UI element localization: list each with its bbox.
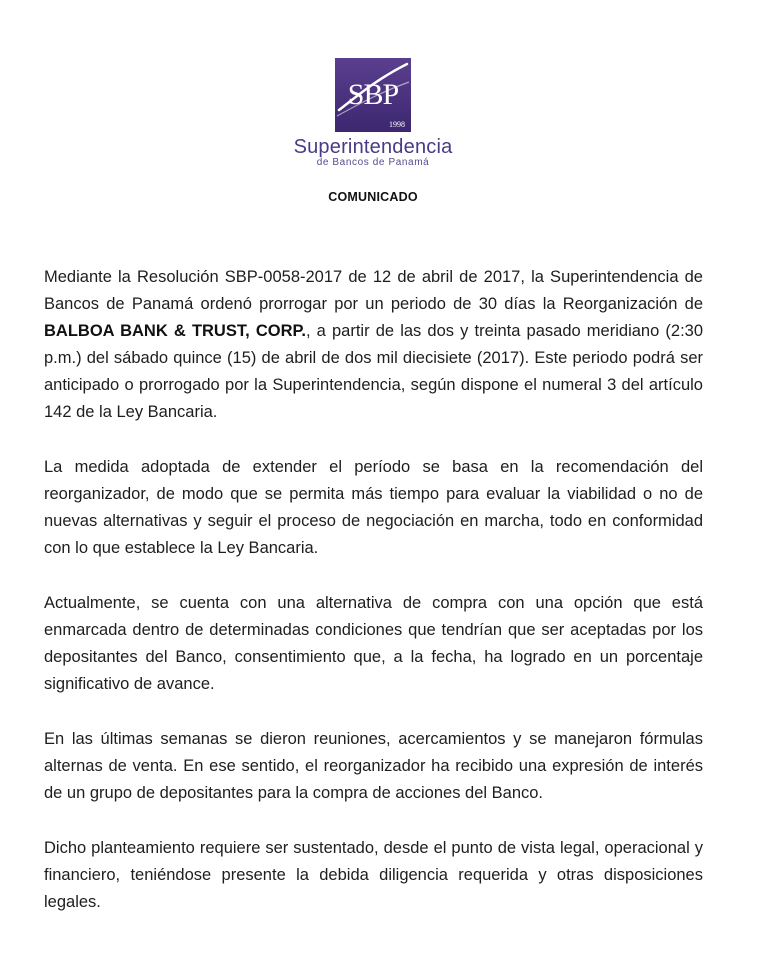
paragraph-4: En las últimas semanas se dieron reuniones, acercamientos y se manejaron fórmulas alternas de venta. En ese sentido, el reorganizador ha recibido una expresión de interés de un grupo de depositantes para la compra de acciones del Banco. [44, 730, 703, 802]
paragraph-1-end: , a partir de las dos y treinta pasado meridiano (2:30 p.m.) del sábado quince (15) de abril de dos mil diecisiete (2017). Este periodo podrá ser anticipado o prorrogado por la Superintendencia, según dispone el numeral 3 del artículo 142 de la Ley Bancaria. [44, 322, 704, 421]
logo-year: 1998 [389, 120, 405, 129]
paragraph-1-start: Mediante la Resolución SBP-0058-2017 de 12 de abril de 2017, la Superintendencia de Bancos de Panamá ordenó prorrogar por un periodo de 30 días la Reorganización de [44, 268, 703, 313]
sbp-logo [0, 58, 746, 168]
logo-letters: SBP [347, 78, 399, 111]
document-heading: COMUNICADO [328, 190, 418, 204]
sbp-logo-emblem [335, 58, 411, 132]
logo-name: Superintendencia [293, 136, 453, 158]
paragraph-3: Actualmente, se cuenta con una alternativa de compra con una opción que está enmarcada dentro de determinadas condiciones que tendrían que ser aceptadas por los depositantes del Banco, consentimiento que, a la fecha, ha logrado en un porcentaje significativo de avance. [44, 594, 703, 693]
document-body [44, 264, 703, 916]
paragraph-2: La medida adoptada de extender el período se basa en la recomendación del reorganizador, de modo que se permita más tiempo para evaluar la viabilidad o no de nuevas alternativas y seguir el proceso de negociación en marcha, todo en conformidad con lo que establece la Ley Bancaria. [44, 458, 703, 557]
paragraph-5: Dicho planteamiento requiere ser sustentado, desde el punto de vista legal, operacional y financiero, teniéndose presente la debida diligencia requerida y otras disposiciones legales. [44, 839, 703, 911]
logo-subtitle: de Bancos de Panamá [316, 157, 430, 168]
paragraph-1 [44, 264, 703, 426]
bank-name: BALBOA BANK & TRUST, CORP. [44, 322, 306, 340]
